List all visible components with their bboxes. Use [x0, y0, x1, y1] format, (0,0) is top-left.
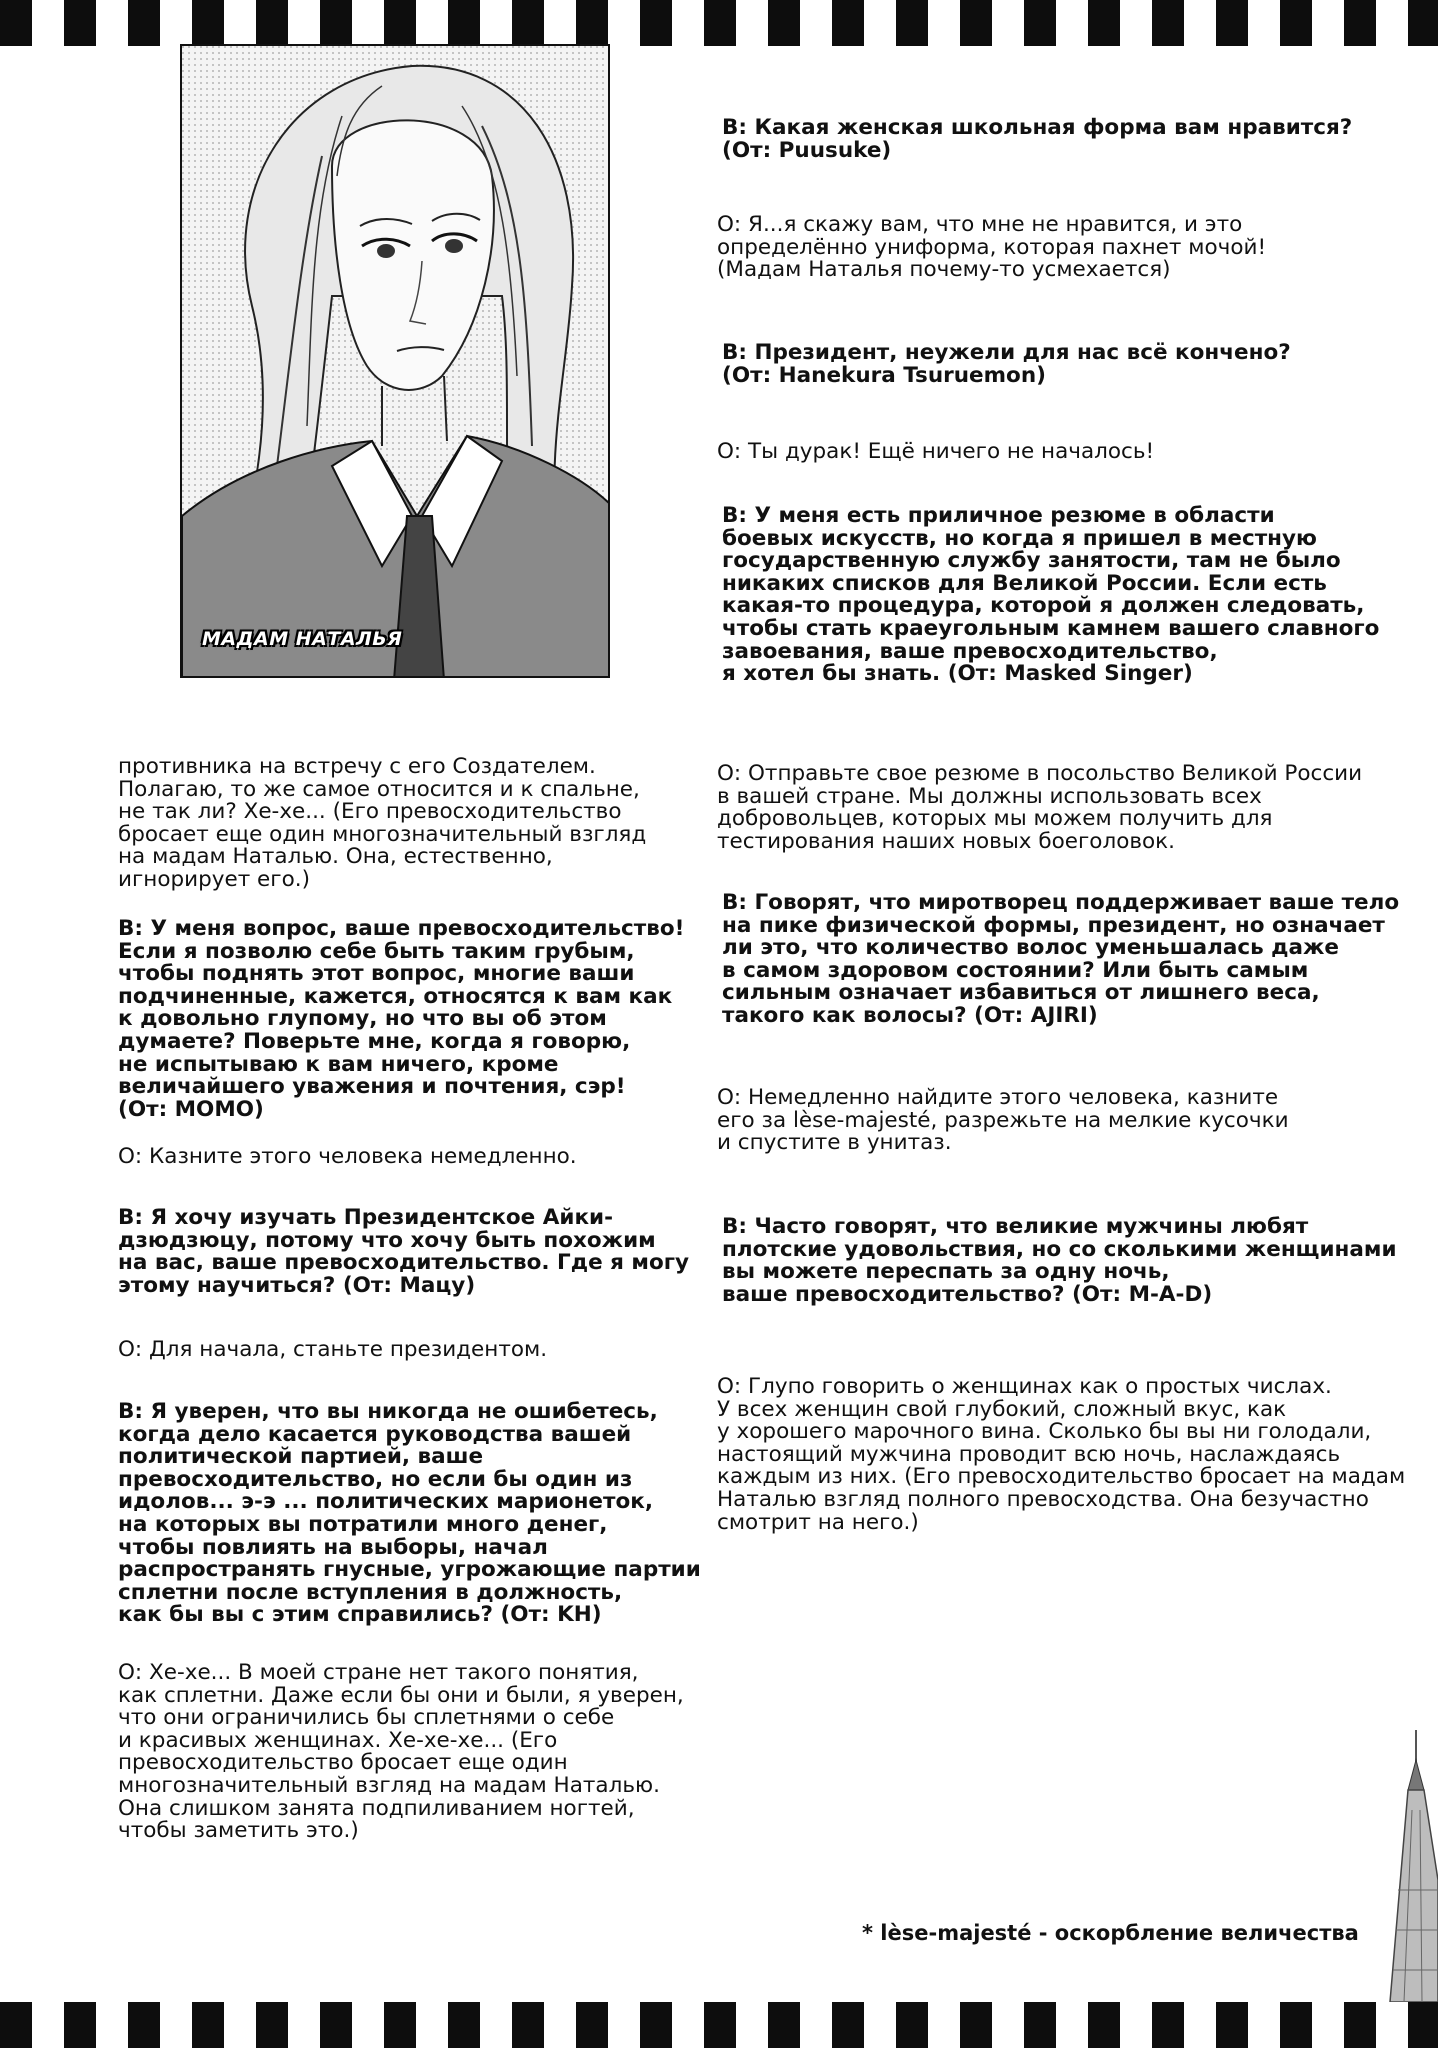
band-tile [320, 0, 352, 46]
band-tile [1056, 2002, 1088, 2048]
answer-block: противника на встречу с его Создателем. Полагаю, то же самое относится и к спальне, не так ли? Хе-хе... (Его превосходительство бросает еще один многозначительный взгляд на мадам Наталью. Она, естественно, игнорирует его.) [118, 754, 647, 892]
band-tile [64, 0, 96, 46]
band-tile [256, 0, 288, 46]
band-tile [224, 0, 256, 46]
answer-block: О: Хе-хе... В моей стране нет такого понятия, как сплетни. Даже если бы они и были, я уверен, что они ограничились бы сплетнями о себе и красивых женщинах. Хе-хе-хе... (Его превосходительство бросает еще один многозначительный взгляд на мадам Наталью. Она слишком занята подпиливанием ногтей, чтобы заметить это.) [118, 1660, 684, 1844]
answer-block: О: Для начала, станьте президентом. [118, 1337, 548, 1362]
band-tile [192, 2002, 224, 2048]
band-tile [800, 2002, 832, 2048]
band-tile [608, 0, 640, 46]
band-tile [1184, 0, 1216, 46]
band-tile [992, 2002, 1024, 2048]
band-tile [160, 2002, 192, 2048]
band-tile [320, 2002, 352, 2048]
band-tile [864, 2002, 896, 2048]
band-tile [288, 2002, 320, 2048]
answer-block: О: Казните этого человека немедленно. [118, 1144, 577, 1169]
band-tile [768, 2002, 800, 2048]
band-tile [768, 0, 800, 46]
band-tile [128, 0, 160, 46]
question-block: В: Какая женская школьная форма вам нравится? (От: Puusuke) [722, 115, 1353, 163]
answer-block: О: Немедленно найдите этого человека, казните его за lèse-majesté, разрежьте на мелкие кусочки и спустите в унитаз. [717, 1085, 1289, 1156]
band-tile [352, 0, 384, 46]
band-tile [736, 2002, 768, 2048]
band-tile [288, 0, 320, 46]
band-tile [1408, 2002, 1438, 2048]
question-block: В: Говорят, что миротворец поддерживает ваше тело на пике физической формы, президент, но означает ли это, что количество волос уменьшалась даже в самом здоровом состоянии? Или быть самым сильным означает избавиться от лишнего веса, такого как волосы? (От: AJIRI) [722, 890, 1400, 1028]
band-tile [224, 2002, 256, 2048]
band-tile [480, 2002, 512, 2048]
band-tile [704, 2002, 736, 2048]
band-tile [1056, 0, 1088, 46]
band-tile [1216, 0, 1248, 46]
band-tile [352, 2002, 384, 2048]
band-tile [1024, 2002, 1056, 2048]
band-tile [1248, 2002, 1280, 2048]
band-tile [0, 0, 32, 46]
band-tile [96, 2002, 128, 2048]
answer-block: О: Глупо говорить о женщинах как о простых числах. У всех женщин свой глубокий, сложный вкус, как у хорошего марочного вина. Сколько бы вы ни голодали, настоящий мужчина проводит всю ночь, наслаждаясь каждым из них. (Его превосходительство бросает на мадам Наталью взгляд полного превосходства. Она безучастно смотрит на него.) [717, 1374, 1406, 1535]
band-tile [64, 2002, 96, 2048]
band-tile [928, 0, 960, 46]
question-block: В: У меня есть приличное резюме в области боевых искусств, но когда я пришел в местную государственную службу занятости, там не было никаких списков для Великой России. Если есть какая-то процедура, которой я должен следовать, чтобы стать краеугольным камнем вашего славного завоевания, ваше превосходительство, я хотел бы знать. (От: Masked Singer) [722, 503, 1380, 687]
band-tile [1088, 0, 1120, 46]
question-block: В: Часто говорят, что великие мужчины любят плотские удовольствия, но со сколькими женщинами вы можете переспать за одну ночь, ваше превосходительство? (От: M-A-D) [722, 1214, 1397, 1307]
portrait-caption: МАДАМ НАТАЛЬЯ [202, 628, 403, 650]
band-tile [1344, 2002, 1376, 2048]
band-tile [896, 2002, 928, 2048]
band-tile [1088, 2002, 1120, 2048]
band-tile [544, 2002, 576, 2048]
band-tile [992, 0, 1024, 46]
band-tile [384, 2002, 416, 2048]
tower-spire-icon [1368, 1730, 1438, 2002]
band-tile [736, 0, 768, 46]
footnote: * lèse-majesté - оскорбление величества [862, 1921, 1359, 1945]
band-tile [32, 0, 64, 46]
band-tile [1376, 0, 1408, 46]
band-tile [416, 2002, 448, 2048]
band-tile [544, 0, 576, 46]
top-border-band [0, 0, 1438, 46]
band-tile [1152, 0, 1184, 46]
band-tile [672, 2002, 704, 2048]
band-tile [1184, 2002, 1216, 2048]
band-tile [960, 2002, 992, 2048]
band-tile [96, 0, 128, 46]
answer-block: О: Отправьте свое резюме в посольство Великой России в вашей стране. Мы должны использовать всех добровольцев, которых мы можем получить для тестирования наших новых боеголовок. [717, 761, 1363, 854]
band-tile [1152, 2002, 1184, 2048]
question-block: В: У меня вопрос, ваше превосходительство! Если я позволю себе быть таким грубым, чтобы поднять этот вопрос, многие ваши подчиненные, кажется, относятся к вам как к довольно глупому, но что вы об этом думаете? Поверьте мне, когда я говорю, не испытываю к вам ничего, кроме величайшего уважения и почтения, сэр! (От: MOMO) [118, 916, 685, 1122]
band-tile [640, 2002, 672, 2048]
band-tile [960, 0, 992, 46]
band-tile [448, 2002, 480, 2048]
band-tile [576, 0, 608, 46]
band-tile [704, 0, 736, 46]
band-tile [640, 0, 672, 46]
band-tile [800, 0, 832, 46]
band-tile [1120, 2002, 1152, 2048]
question-block: В: Я уверен, что вы никогда не ошибетесь, когда дело касается руководства вашей политической партией, ваше превосходительство, но если бы один из идолов... э-э ... политических марионеток, на которых вы потратили много денег, чтобы повлиять на выборы, начал распространять гнусные, угрожающие партии сплетни после вступления в должность, как бы вы с этим справились? (От: KH) [118, 1399, 701, 1628]
band-tile [1024, 0, 1056, 46]
band-tile [512, 0, 544, 46]
question-block: В: Я хочу изучать Президентское Айки- дзюдзюцу, потому что хочу быть похожим на вас, ваше превосходительство. Где я могу этому научиться? (От: Мацу) [118, 1205, 690, 1298]
answer-block: О: Ты дурак! Ещё ничего не началось! [717, 439, 1155, 464]
band-tile [832, 2002, 864, 2048]
band-tile [1120, 0, 1152, 46]
band-tile [672, 0, 704, 46]
band-tile [416, 0, 448, 46]
band-tile [864, 0, 896, 46]
band-tile [576, 2002, 608, 2048]
band-tile [448, 0, 480, 46]
band-tile [1312, 2002, 1344, 2048]
band-tile [1248, 0, 1280, 46]
portrait-illustration [182, 46, 610, 678]
band-tile [1408, 0, 1438, 46]
band-tile [896, 0, 928, 46]
band-tile [512, 2002, 544, 2048]
band-tile [160, 0, 192, 46]
band-tile [1344, 0, 1376, 46]
bottom-border-band [0, 2002, 1438, 2048]
band-tile [1312, 0, 1344, 46]
band-tile [192, 0, 224, 46]
band-tile [1280, 2002, 1312, 2048]
band-tile [32, 2002, 64, 2048]
question-block: В: Президент, неужели для нас всё кончено? (От: Hanekura Tsuruemon) [722, 340, 1291, 388]
band-tile [608, 2002, 640, 2048]
band-tile [1376, 2002, 1408, 2048]
band-tile [1280, 0, 1312, 46]
band-tile [832, 0, 864, 46]
band-tile [384, 0, 416, 46]
band-tile [0, 2002, 32, 2048]
band-tile [928, 2002, 960, 2048]
band-tile [1216, 2002, 1248, 2048]
answer-block: О: Я...я скажу вам, что мне не нравится, и это определённо униформа, которая пахнет мочой! (Мадам Наталья почему-то усмехается) [717, 212, 1267, 283]
band-tile [480, 0, 512, 46]
band-tile [256, 2002, 288, 2048]
portrait-panel [180, 44, 610, 678]
band-tile [128, 2002, 160, 2048]
